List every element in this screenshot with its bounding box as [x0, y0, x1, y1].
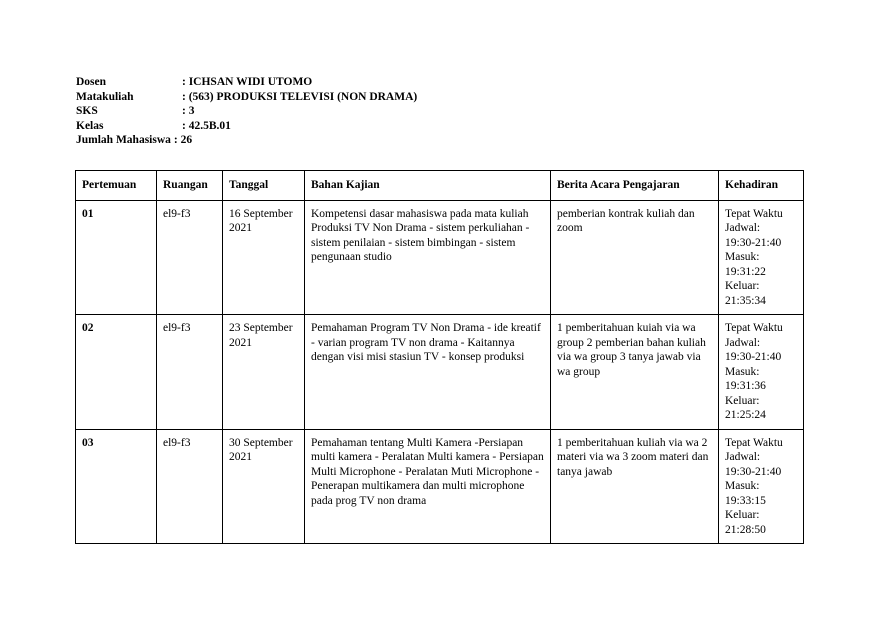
table-row: [76, 200, 804, 315]
jumlah-mahasiswa-value: : 26: [173, 134, 193, 146]
keluar-value: 21:25:24: [725, 409, 766, 421]
jadwal-label: Jadwal:: [725, 451, 761, 463]
matakuliah-row: [76, 90, 417, 105]
column-header-berita-acara: Berita Acara Pengajaran: [551, 171, 719, 201]
pertemuan-cell: 01: [76, 200, 157, 315]
column-header-kehadiran: Kehadiran: [719, 171, 804, 201]
dosen-label: Dosen: [76, 76, 107, 88]
masuk-value: 19:33:15: [725, 494, 766, 507]
keluar-label: Keluar:: [725, 509, 760, 521]
column-header-tanggal: Tanggal: [223, 171, 305, 201]
keluar-label: Keluar:: [725, 280, 760, 292]
bahan-kajian-cell: Pemahaman tentang Multi Kamera -Persiapan multi kamera - Peralatan Multi kamera - Persiapan Multi Microphone - Peralatan Muti Microphone - Penerapan multikamera dan multi microphone pada prog TV non drama: [305, 429, 551, 544]
bahan-kajian-cell: Kompetensi dasar mahasiswa pada mata kuliah Produksi TV Non Drama - sistem perkuliahan - sistem penilaian - sistem bimbingan - sistem pengunaan studio: [305, 200, 551, 315]
kelas-label: Kelas: [76, 119, 104, 132]
pertemuan-cell: 03: [76, 429, 157, 544]
kehadiran-cell: [719, 429, 804, 544]
berita-acara-cell: pemberian kontrak kuliah dan zoom: [551, 200, 719, 315]
ruangan-cell: el9-f3: [157, 429, 223, 544]
berita-acara-cell: 1 pemberitahuan kuiah via wa group 2 pemberian bahan kuliah via wa group 3 tanya jawab via wa group: [551, 315, 719, 430]
kehadiran-status: Tepat Waktu: [725, 436, 783, 449]
attendance-table: [75, 170, 804, 544]
column-header-pertemuan: Pertemuan: [76, 171, 157, 201]
kelas-row: [76, 119, 417, 134]
sks-row: [76, 104, 417, 119]
kehadiran-status: Tepat Waktu: [725, 322, 783, 334]
tanggal-cell: 23 September 2021: [223, 315, 305, 430]
kehadiran-cell: [719, 315, 804, 430]
keluar-value: 21:35:34: [725, 294, 766, 307]
jadwal-value: 19:30-21:40: [725, 465, 782, 478]
ruangan-cell: el9-f3: [157, 200, 223, 315]
masuk-value: 19:31:22: [725, 265, 766, 278]
tanggal-cell: 16 September 2021: [223, 200, 305, 315]
table-row: [76, 429, 804, 544]
masuk-label: Masuk:: [725, 251, 760, 263]
jadwal-value: 19:30-21:40: [725, 351, 782, 363]
matakuliah-label: Matakuliah: [76, 90, 134, 103]
matakuliah-value: : (563) PRODUKSI TELEVISI (NON DRAMA): [182, 90, 418, 103]
table-header-row: [76, 171, 804, 201]
berita-acara-cell: 1 pemberitahuan kuliah via wa 2 materi via wa 3 zoom materi dan tanya jawab: [551, 429, 719, 544]
dosen-row: [76, 75, 417, 90]
pertemuan-cell: 02: [76, 315, 157, 430]
column-header-ruangan: Ruangan: [157, 171, 223, 201]
masuk-value: 19:31:36: [725, 380, 766, 392]
jadwal-value: 19:30-21:40: [725, 236, 782, 249]
kehadiran-status: Tepat Waktu: [725, 207, 783, 220]
dosen-value: : ICHSAN WIDI UTOMO: [182, 76, 313, 88]
masuk-label: Masuk:: [725, 365, 760, 378]
keluar-value: 21:28:50: [725, 523, 766, 536]
keluar-label: Keluar:: [725, 394, 760, 407]
kehadiran-cell: [719, 200, 804, 315]
table-row: [76, 315, 804, 430]
sks-value: : 3: [182, 105, 195, 117]
kelas-value: : 42.5B.01: [182, 119, 231, 132]
jadwal-label: Jadwal:: [725, 336, 761, 349]
column-header-bahan-kajian: Bahan Kajian: [305, 171, 551, 201]
masuk-label: Masuk:: [725, 480, 760, 492]
jumlah-mahasiswa-row: [76, 133, 417, 148]
tanggal-cell: 30 September 2021: [223, 429, 305, 544]
jadwal-label: Jadwal:: [725, 222, 761, 234]
sks-label: SKS: [76, 105, 98, 117]
ruangan-cell: el9-f3: [157, 315, 223, 430]
course-info-header: [76, 75, 417, 148]
bahan-kajian-cell: Pemahaman Program TV Non Drama - ide kreatif - varian program TV non drama - Kaitannya dengan visi misi stasiun TV - konsep produksi: [305, 315, 551, 430]
jumlah-mahasiswa-label: Jumlah Mahasiswa: [76, 134, 171, 146]
